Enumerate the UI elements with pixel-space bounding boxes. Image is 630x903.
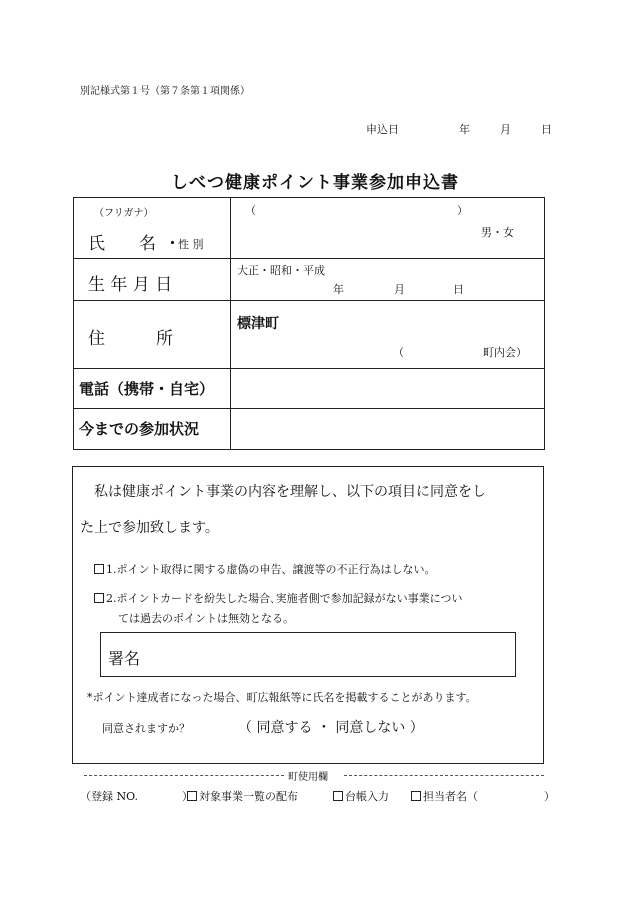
agreement-item-1 bbox=[94, 561, 436, 577]
application-date-label: 申込日 bbox=[366, 123, 399, 136]
era-options[interactable]: 大正・昭和・平成 bbox=[237, 264, 325, 277]
sex-options[interactable]: 男・女 bbox=[481, 226, 514, 239]
consent-choices[interactable]: （ 同意する ・ 同意しない ） bbox=[238, 720, 424, 736]
item-1-checkbox[interactable] bbox=[94, 564, 104, 574]
birth-label-cell bbox=[74, 259, 231, 301]
name-input-cell[interactable] bbox=[231, 198, 545, 259]
application-table bbox=[73, 197, 545, 450]
agreement-item-2-continued: ては過去のポイントは無効となる。 bbox=[118, 612, 294, 625]
district-suffix: 町内会） bbox=[483, 346, 527, 359]
item-2-checkbox[interactable] bbox=[94, 593, 104, 603]
application-date-year: 年 bbox=[459, 123, 470, 136]
agreement-line-1: 私は健康ポイント事業の内容を理解し、以下の項目に同意をし bbox=[94, 484, 486, 500]
item-1-text: 1.ポイント取得に関する虚偽の申告、譲渡等の不正行為はしない。 bbox=[106, 563, 436, 576]
history-label-cell bbox=[74, 409, 231, 450]
form-title: しべつ健康ポイント事業参加申込書 bbox=[171, 173, 459, 193]
item-2-text: 2.ポイントカードを紛失した場合､実施者側で参加記録がない事業につい bbox=[106, 592, 463, 605]
name-sex-separator: ・ bbox=[164, 234, 181, 254]
birth-year: 年 bbox=[333, 283, 344, 296]
birth-date-label: 生 年 月 日 bbox=[88, 275, 173, 295]
signature-label: 署名 bbox=[108, 649, 141, 668]
address-label-cell bbox=[74, 301, 231, 369]
agreement-item-2 bbox=[94, 590, 462, 606]
town-name: 標津町 bbox=[237, 316, 279, 332]
name-label: 氏 名 bbox=[88, 234, 156, 254]
district-paren-open: （ bbox=[393, 346, 404, 359]
participation-history-label: 今までの参加状況 bbox=[79, 420, 200, 438]
birth-month: 月 bbox=[394, 283, 405, 296]
furigana-label: （フリガナ） bbox=[94, 208, 154, 219]
ledger-check bbox=[333, 788, 389, 804]
history-input-cell[interactable] bbox=[231, 409, 545, 450]
form-number-note: 別記様式第１号（第７条第１項関係） bbox=[80, 86, 250, 97]
distribution-check bbox=[187, 788, 298, 804]
table-row-birth bbox=[74, 259, 545, 301]
distribution-label: 対象事業一覧の配布 bbox=[199, 790, 298, 803]
phone-label: 電話（携帯・自宅） bbox=[79, 380, 215, 398]
furigana-paren-open: （ bbox=[245, 204, 256, 217]
address-label: 住 所 bbox=[88, 329, 173, 349]
table-row-history bbox=[74, 409, 545, 450]
ledger-label: 台帳入力 bbox=[345, 790, 389, 803]
office-divider-left bbox=[84, 775, 284, 776]
phone-label-cell bbox=[74, 369, 231, 409]
publication-notice: *ポイント達成者になった場合、町広報紙等に氏名を掲載することがあります。 bbox=[87, 691, 477, 704]
agreement-line-2: た上で参加致します。 bbox=[80, 520, 219, 536]
phone-input-cell[interactable] bbox=[231, 369, 545, 409]
consent-question: 同意されますか？ bbox=[102, 722, 190, 735]
office-use-title: 町使用欄 bbox=[288, 772, 328, 783]
sex-label: 性 別 bbox=[178, 238, 204, 251]
staff-checkbox[interactable] bbox=[411, 791, 421, 801]
birth-day: 日 bbox=[453, 283, 464, 296]
birth-input-cell[interactable] bbox=[231, 259, 545, 301]
distribution-checkbox[interactable] bbox=[187, 791, 197, 801]
application-date-month: 月 bbox=[500, 123, 511, 136]
table-row-address bbox=[74, 301, 545, 369]
table-row-name bbox=[74, 198, 545, 259]
signature-field[interactable] bbox=[100, 632, 516, 677]
application-date-day: 日 bbox=[541, 123, 552, 136]
office-divider-right bbox=[344, 775, 544, 776]
address-input-cell[interactable] bbox=[231, 301, 545, 369]
staff-check bbox=[411, 788, 555, 804]
staff-label: 担当者名（ ） bbox=[423, 790, 555, 803]
furigana-paren-close: ） bbox=[457, 204, 468, 217]
name-label-cell bbox=[74, 198, 231, 259]
registration-number: （登録 NO. ） bbox=[80, 790, 193, 803]
table-row-phone bbox=[74, 369, 545, 409]
ledger-checkbox[interactable] bbox=[333, 791, 343, 801]
